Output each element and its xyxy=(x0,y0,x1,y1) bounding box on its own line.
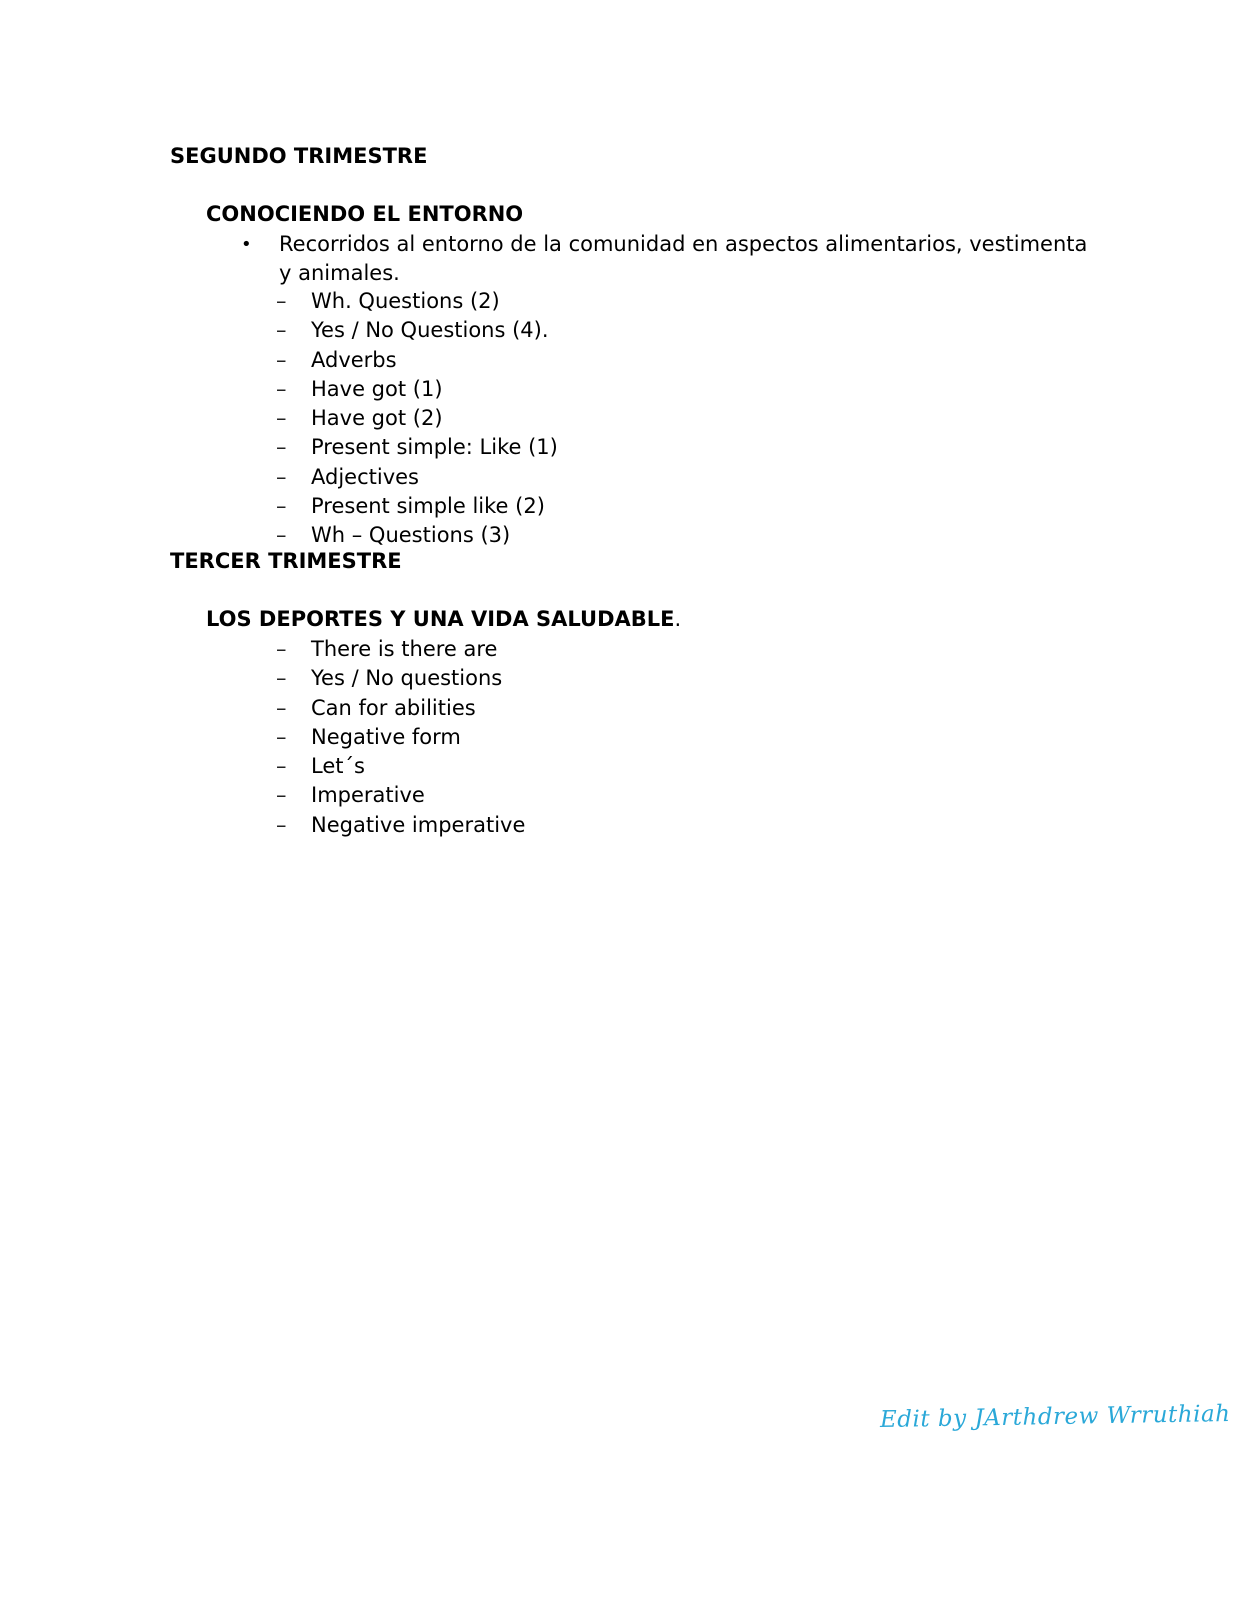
list-item-text: Adjectives xyxy=(311,464,419,489)
bullet-icon: • xyxy=(241,234,252,255)
dash-icon: – xyxy=(276,289,287,313)
signature: Edit by JArthdrew Wrruthiah xyxy=(879,1400,1231,1434)
dash-icon: – xyxy=(276,754,287,779)
dash-icon: – xyxy=(276,347,287,372)
list-item-text: Yes / No questions xyxy=(311,666,503,691)
list-item-text: Have got (1) xyxy=(311,376,443,401)
dash-icon: – xyxy=(276,318,287,343)
list-item-text: Present simple like (2) xyxy=(311,494,545,519)
section-two-title: SEGUNDO TRIMESTRE xyxy=(170,144,428,168)
section-three-subtitle-text: LOS DEPORTES Y UNA VIDA SALUDABLE xyxy=(206,607,675,631)
list-item-text: There is there are xyxy=(311,637,498,661)
list-item xyxy=(276,811,525,840)
dash-icon: – xyxy=(276,464,287,489)
list-item xyxy=(276,463,558,492)
section-three-subtitle-period: . xyxy=(674,607,682,631)
list-item-text: Adverbs xyxy=(311,347,397,372)
dash-icon: – xyxy=(276,523,287,548)
list-item-text: Let´s xyxy=(311,754,365,779)
list-item xyxy=(276,316,558,345)
list-item xyxy=(276,404,558,433)
section-two-bullet xyxy=(241,230,1091,288)
list-item xyxy=(276,694,525,723)
dash-icon: – xyxy=(276,494,287,519)
section-two-subtitle: CONOCIENDO EL ENTORNO xyxy=(206,202,524,226)
list-item xyxy=(276,433,558,462)
list-item xyxy=(276,752,525,781)
list-item-text: Imperative xyxy=(311,783,425,808)
list-item-text: Negative form xyxy=(311,724,461,749)
section-three-list xyxy=(276,635,525,840)
dash-icon: – xyxy=(276,666,287,691)
dash-icon: – xyxy=(276,637,287,661)
list-item xyxy=(276,346,558,375)
dash-icon: – xyxy=(276,812,287,837)
section-three-title: TERCER TRIMESTRE xyxy=(170,549,402,573)
list-item-text: Present simple: Like (1) xyxy=(311,435,558,460)
list-item-text: Have got (2) xyxy=(311,406,443,431)
list-item-text: Can for abilities xyxy=(311,695,476,720)
list-item-text: Wh – Questions (3) xyxy=(311,523,511,548)
list-item xyxy=(276,375,558,404)
list-item xyxy=(276,723,525,752)
list-item xyxy=(276,781,525,810)
dash-icon: – xyxy=(276,783,287,808)
list-item xyxy=(276,635,525,664)
dash-icon: – xyxy=(276,435,287,460)
bullet-item xyxy=(241,230,1091,288)
list-item xyxy=(276,664,525,693)
list-item-text: Negative imperative xyxy=(311,812,526,837)
section-two-list xyxy=(276,287,558,551)
dash-icon: – xyxy=(276,724,287,749)
list-item-text: Wh. Questions (2) xyxy=(311,289,500,313)
list-item-text: Yes / No Questions (4). xyxy=(311,318,549,343)
section-three-subtitle xyxy=(206,605,681,633)
list-item xyxy=(276,287,558,316)
dash-icon: – xyxy=(276,406,287,431)
dash-icon: – xyxy=(276,695,287,720)
list-item xyxy=(276,492,558,521)
dash-icon: – xyxy=(276,376,287,401)
bullet-text: Recorridos al entorno de la comunidad en aspectos alimentarios, vestimenta y animales. xyxy=(279,232,1088,285)
